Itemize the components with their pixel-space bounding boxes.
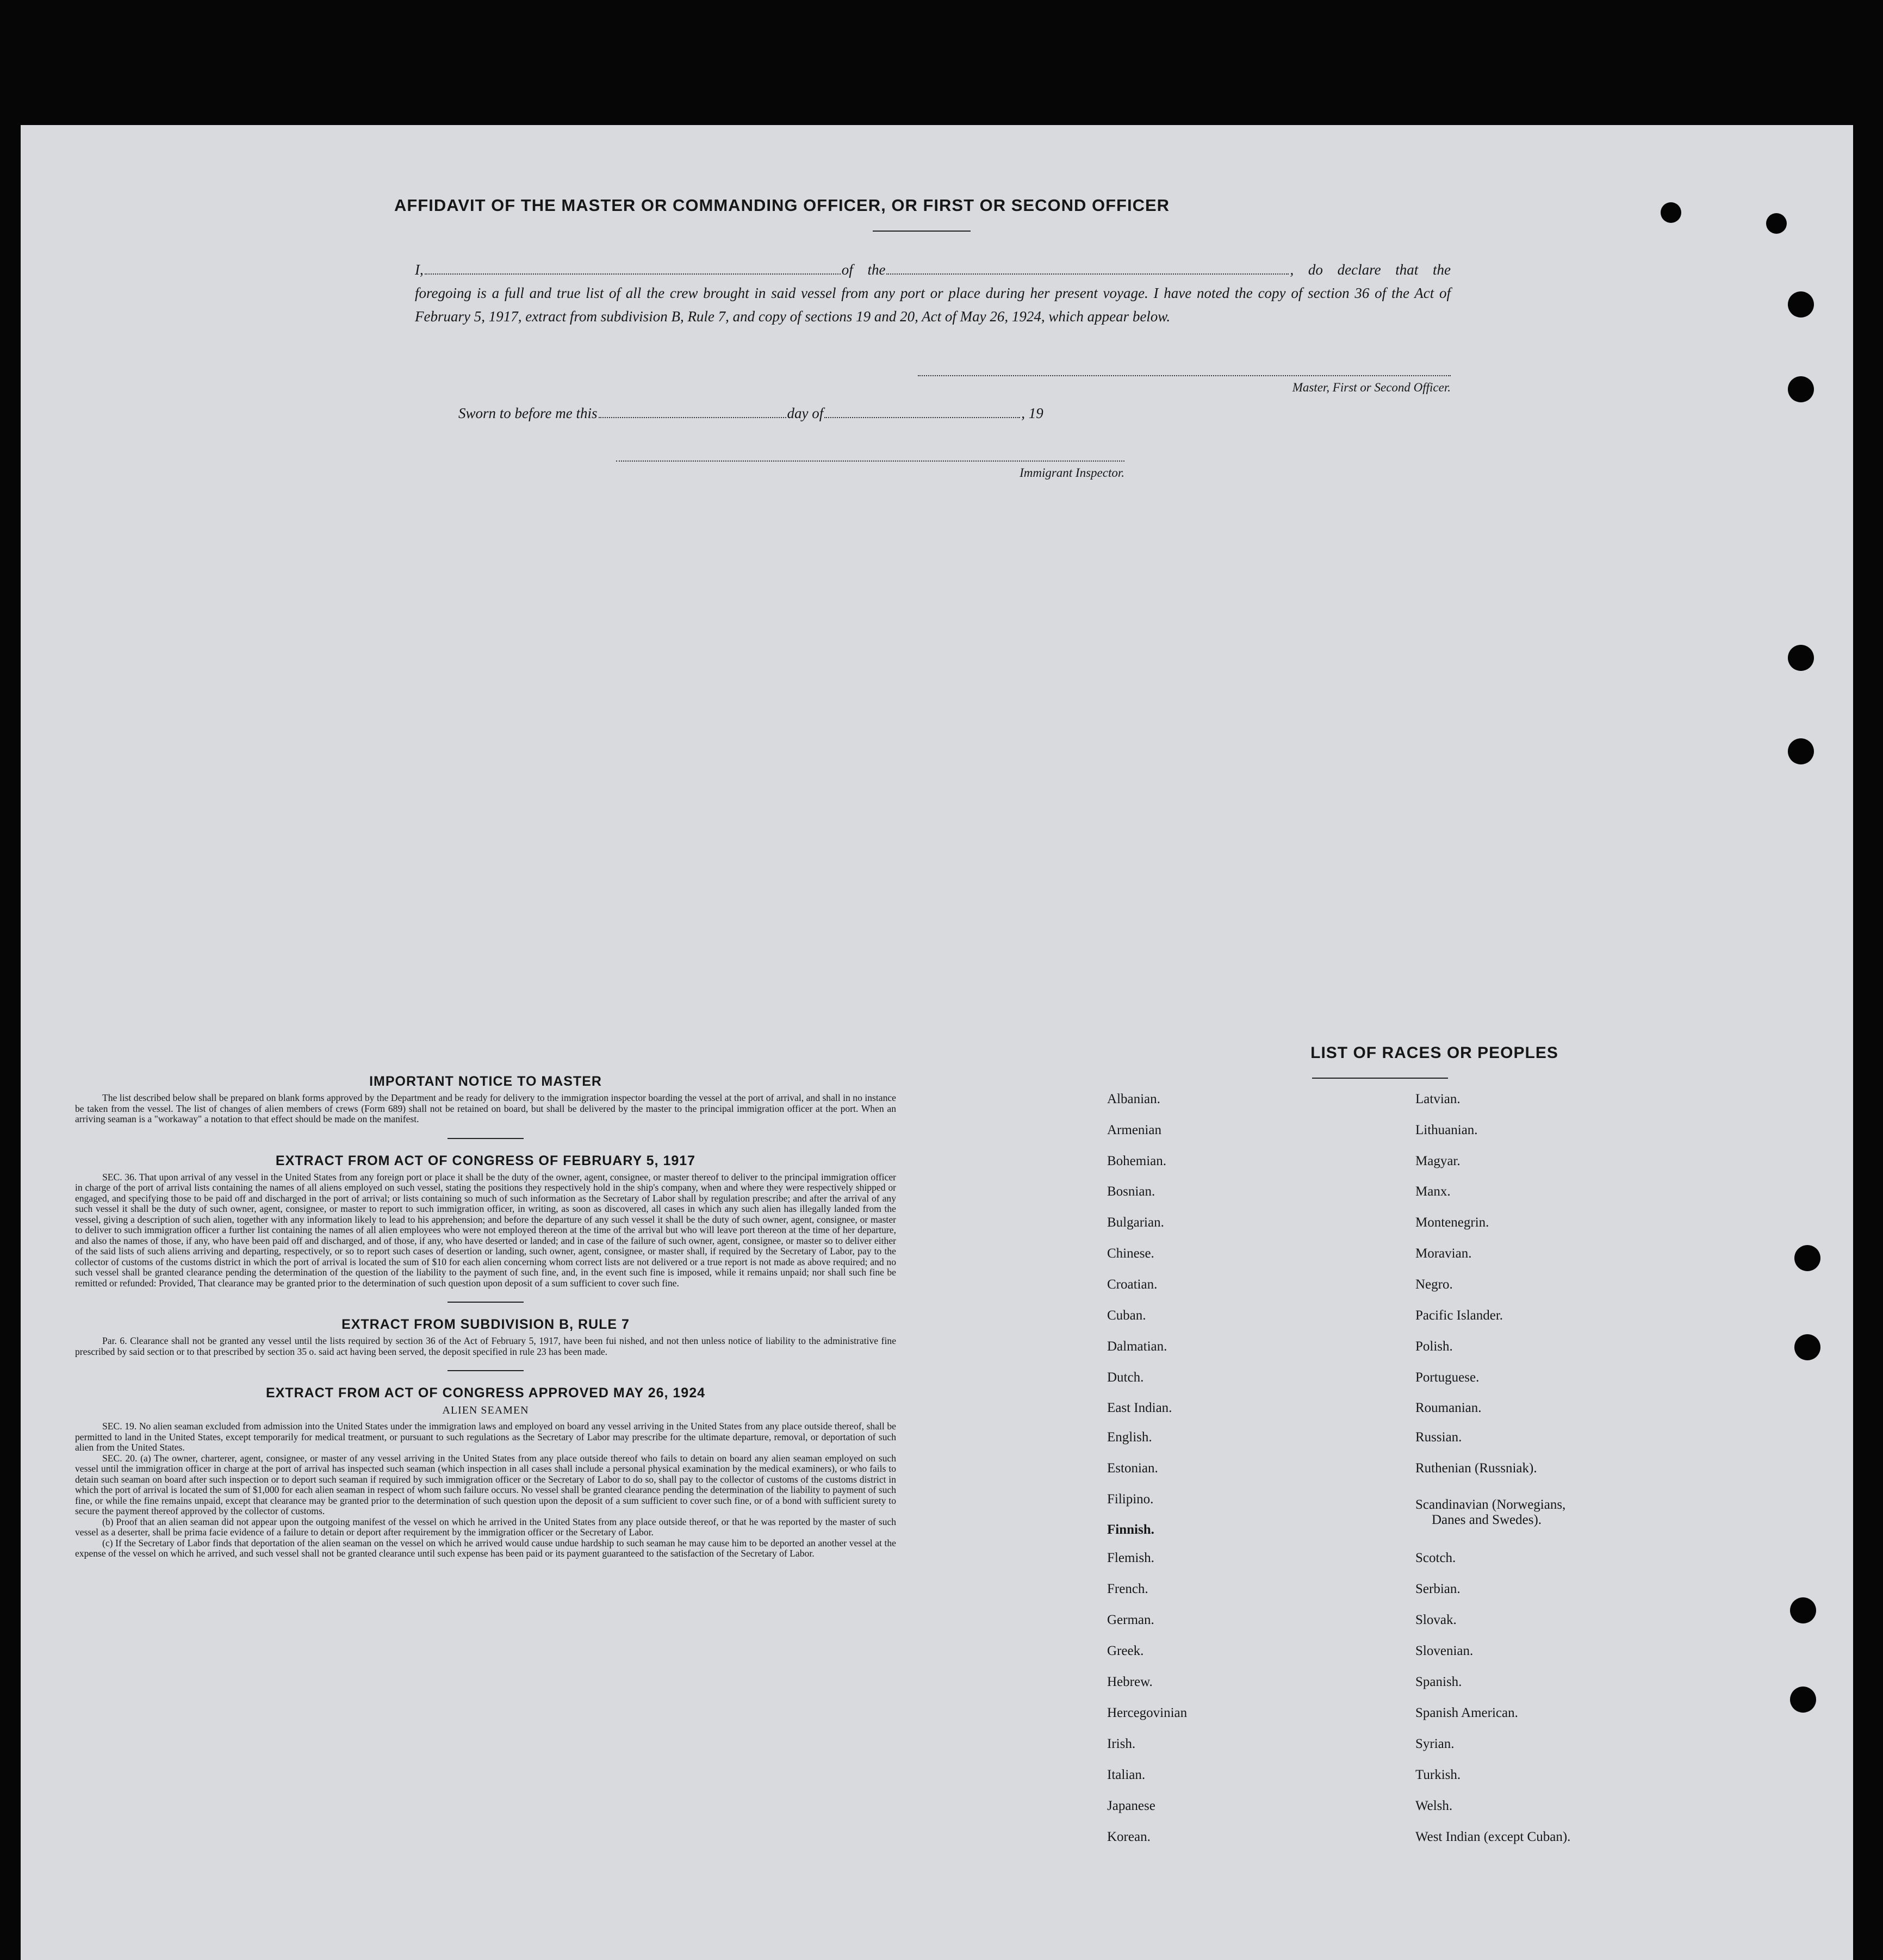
- race-item: Spanish.: [1415, 1675, 1462, 1689]
- race-item: East Indian.: [1107, 1401, 1172, 1415]
- race-item: Armenian: [1107, 1123, 1161, 1137]
- race-item: Estonian.: [1107, 1461, 1158, 1476]
- race-item: Slovenian.: [1415, 1644, 1474, 1658]
- race-item: Dutch.: [1107, 1370, 1144, 1385]
- race-item: Croatian.: [1107, 1277, 1158, 1292]
- race-item: Moravian.: [1415, 1246, 1472, 1261]
- race-item: Montenegrin.: [1415, 1215, 1489, 1230]
- extract-rule7-body: Par. 6. Clearance shall not be granted any vessel until the lists required by section 36 of the Act of February 5, 1917, have been fui nished, and not then unless notice of liability to the administrative fine prescribed by said section or to that prescribed by section 35 o. said act having been served, the deposit specified in rule 23 has been made.: [75, 1335, 896, 1357]
- section-divider: [448, 1138, 524, 1139]
- extract-1924-paragraph: (c) If the Secretary of Labor finds that deportation of the alien seaman on the vessel on which he arrived would cause undue hardship to such seaman he may cause him to be deported an another vessel at the expense of the vessel on which he arrived, and such vessel shall not be granted clearance until such expense has been paid or its payment guaranteed to the satisfaction of the Secretary of Labor.: [75, 1537, 896, 1559]
- binder-hole: [1766, 213, 1787, 234]
- race-item: Hercegovinian: [1107, 1706, 1188, 1720]
- race-item: Flemish.: [1107, 1551, 1154, 1565]
- race-item: Albanian.: [1107, 1092, 1160, 1106]
- extract-1924-paragraph: (b) Proof that an alien seaman did not appear upon the outgoing manifest of the vessel on which he arrived in the United States from any place outside thereof, or that he was reported by the master of such vessel as a deserter, shall be prima facie evidence of a failure to detain or deport after requirement by the immigration officer or the Secretary of Labor.: [75, 1516, 896, 1538]
- vessel-name-field[interactable]: [886, 273, 1289, 275]
- races-title-underline: [1312, 1078, 1448, 1079]
- extract-1924-title: EXTRACT FROM ACT OF CONGRESS APPROVED MAY 26, 1924: [265, 1385, 706, 1401]
- race-item: Spanish American.: [1415, 1706, 1518, 1720]
- inspector-caption: Immigrant Inspector.: [1020, 466, 1124, 480]
- race-item: Cuban.: [1107, 1308, 1146, 1323]
- sworn-line: [458, 405, 1043, 422]
- sworn-year-prefix: , 19: [1021, 405, 1043, 421]
- race-item: Negro.: [1415, 1277, 1453, 1292]
- race-item: Greek.: [1107, 1644, 1144, 1658]
- title-underline: [873, 231, 971, 232]
- race-item: Italian.: [1107, 1768, 1146, 1782]
- affidavit-do-declare: , do declare: [1290, 262, 1381, 278]
- race-item: Pacific Islander.: [1415, 1308, 1503, 1323]
- races-title: LIST OF RACES OR PEOPLES: [1310, 1044, 1558, 1062]
- master-signature-caption: Master, First or Second Officer.: [1292, 381, 1451, 394]
- race-item: Korean.: [1107, 1830, 1151, 1844]
- race-item: Portuguese.: [1415, 1370, 1480, 1385]
- binder-hole: [1794, 1245, 1820, 1271]
- master-signature-line[interactable]: [918, 375, 1451, 376]
- sworn-day-of: day of: [787, 405, 824, 421]
- race-item: Serbian.: [1415, 1582, 1461, 1596]
- race-item: Scotch.: [1415, 1551, 1456, 1565]
- binder-hole: [1790, 1687, 1816, 1713]
- race-item: Filipino.: [1107, 1492, 1154, 1507]
- binder-hole: [1790, 1597, 1816, 1623]
- binder-hole: [1788, 738, 1814, 764]
- race-item: Bosnian.: [1107, 1184, 1155, 1199]
- extract-1917-title: EXTRACT FROM ACT OF CONGRESS OF FEBRUARY 5, 1917: [275, 1153, 696, 1168]
- affidavit-of-the: of the: [841, 262, 886, 278]
- section-divider: [448, 1302, 524, 1303]
- race-item: Turkish.: [1415, 1768, 1461, 1782]
- notice-body: The list described below shall be prepared on blank forms approved by the Department and be ready for delivery to the immigration inspector boarding the vessel at the port of arrival, and shall in no instance be taken from the vessel. The list of changes of alien members of crews (Form 689) shall not be retained on board, but shall be delivered by the master to the principal immigration officer at the port. When an arriving seaman is a "workaway" a notation to that effect should be made on the manifest.: [75, 1092, 896, 1124]
- affidavit-declaration: [415, 258, 1451, 328]
- affidavit-title: AFFIDAVIT OF THE MASTER OR COMMANDING OFFICER, OR FIRST OR SECOND OFFICER: [394, 196, 1170, 215]
- race-item: Magyar.: [1415, 1154, 1461, 1168]
- race-item: Ruthenian (Russniak).: [1415, 1461, 1537, 1476]
- race-item: Irish.: [1107, 1737, 1136, 1751]
- race-item: Syrian.: [1415, 1737, 1455, 1751]
- race-item: Lithuanian.: [1415, 1123, 1478, 1137]
- legal-notices: [75, 1074, 896, 1559]
- race-item: Roumanian.: [1415, 1401, 1482, 1415]
- binder-hole: [1788, 291, 1814, 318]
- sworn-prefix: Sworn to before me this: [458, 405, 598, 421]
- race-item: Polish.: [1415, 1339, 1453, 1354]
- race-item: West Indian (except Cuban).: [1415, 1830, 1571, 1844]
- notice-title: IMPORTANT NOTICE TO MASTER: [369, 1074, 602, 1089]
- race-item: Hebrew.: [1107, 1675, 1153, 1689]
- extract-1917-body: SEC. 36. That upon arrival of any vessel in the United States from any foreign port or place it shall be the duty of the owner, agent, consignee, or master thereof to deliver to the principal immigration officer in charge of the port of arrival lists containing the names of all aliens employed on such vessel, stating the positions they respectively hold in the ship's company, when and where they were respectively shipped or engaged, and specifying those to be paid off and discharged in the port of arrival; or lists containing so much of such information as the Secretary of Labor shall by regulation prescribe; and after the arrival of any such vessel it shall be the duty of such owner, agent, consignee, or master to report to such immigration officer, in writing, as soon as discovered, all cases in which any such alien has illegally landed from the vessel, giving a description of such alien, together with any information likely to lead to his apprehension; and before the departure of any such vessel it shall be the duty of such owner, agent, consignee, or master to deliver to such immigration officer a further list containing the names of all alien employees who were not employed thereon at the time of the arrival but who will leave port thereon at the time of her departure, and also the names of those, if any, who have been paid off and discharged, and of those, if any, who have deserted or landed; and in case of the failure of such owner, agent, consignee, or master so to deliver either of the said lists of such aliens arriving and departing, respectively, or so to report such cases of desertion or landing, such owner, agent, consignee, or master shall, if required by the Secretary of Labor, pay to the collector of customs of the customs district in which the port of arrival is located the sum of $10 for each alien concerning whom correct lists are not delivered or a true report is not made as above required; and no such vessel shall be granted clearance pending the determination of the question of the liability to the payment of such fine, and, in the event such fine is imposed, while it remains unpaid; nor shall such fine be remitted or refunded: Provided, That clearance may be granted prior to the determination of such question upon deposit of a sum sufficient to cover such fine.: [75, 1171, 896, 1289]
- race-item: English.: [1107, 1430, 1152, 1445]
- race-item: Scandinavian (Norwegians,: [1415, 1497, 1566, 1512]
- race-item: Manx.: [1415, 1184, 1451, 1199]
- extract-1924-paragraph: SEC. 19. No alien seaman excluded from admission into the United States under the immigration laws and employed on board any vessel arriving in the United States from any place outside thereof, shall be permitted to land in the United States, except temporarily for medical treatment, or pursuant to such regulations as the Secretary of Labor may prescribe for the ultimate departure, removal, or deportation of such alien from the United States.: [75, 1421, 896, 1453]
- race-item: Finnish.: [1107, 1522, 1154, 1537]
- binder-hole: [1794, 1334, 1820, 1360]
- race-item: Danes and Swedes).: [1432, 1513, 1542, 1527]
- sworn-day-field[interactable]: [599, 417, 786, 418]
- affidavit-body: that the foregoing is a full and true list of all the crew brought in said vessel from any port or place during her present voyage. I have noted the copy of section 36 of the Act of February 5, 1917, extract from subdivision B, Rule 7, and copy of sections 19 and 20, Act of May 26, 1924, which appear below.: [415, 262, 1451, 325]
- race-item: French.: [1107, 1582, 1148, 1596]
- extract-1924-subtitle: ALIEN SEAMEN: [442, 1404, 529, 1416]
- inspector-signature-line[interactable]: [616, 461, 1124, 462]
- affidavit-i: I,: [415, 262, 424, 278]
- binder-hole: [1788, 645, 1814, 671]
- race-item: Slovak.: [1415, 1613, 1457, 1627]
- sworn-month-field[interactable]: [824, 417, 1020, 418]
- race-item: Chinese.: [1107, 1246, 1154, 1261]
- race-item: Bohemian.: [1107, 1154, 1167, 1168]
- race-item: Dalmatian.: [1107, 1339, 1167, 1354]
- officer-name-field[interactable]: [425, 273, 841, 275]
- binder-hole: [1788, 376, 1814, 402]
- section-divider: [448, 1370, 524, 1371]
- extract-rule7-title: EXTRACT FROM SUBDIVISION B, RULE 7: [341, 1317, 630, 1332]
- race-item: Japanese: [1107, 1799, 1155, 1813]
- race-item: Bulgarian.: [1107, 1215, 1164, 1230]
- binder-hole: [1661, 202, 1681, 223]
- race-item: Russian.: [1415, 1430, 1462, 1445]
- race-item: Latvian.: [1415, 1092, 1461, 1106]
- form-page: [21, 125, 1853, 1960]
- extract-1924-paragraph: SEC. 20. (a) The owner, charterer, agent, consignee, or master of any vessel arriving in the United States from any place outside thereof who fails to detain on board any alien seaman employed on such vessel until the immigration officer in charge at the port of arrival has inspected such seaman (which inspection in all cases shall include a personal physical examination by the medical examiners), or who fails to detain such seaman on board after such inspection or to deport such seaman if required by such immigration officer or the Secretary of Labor to do so, shall pay to the collector of customs of the customs district in which the port of arrival is located the sum of $1,000 for each alien seaman in respect of whom such failure occurs. No vessel shall be granted clearance pending the determination of the liability to payment of such fine, or while the fine remains unpaid, except that clearance may be granted prior to the determination of such question upon the deposit of a sum sufficient to cover such fine, or of a bond with sufficient surety to secure the payment thereof approved by the collector of customs.: [75, 1452, 896, 1516]
- race-item: Welsh.: [1415, 1799, 1453, 1813]
- race-item: German.: [1107, 1613, 1154, 1627]
